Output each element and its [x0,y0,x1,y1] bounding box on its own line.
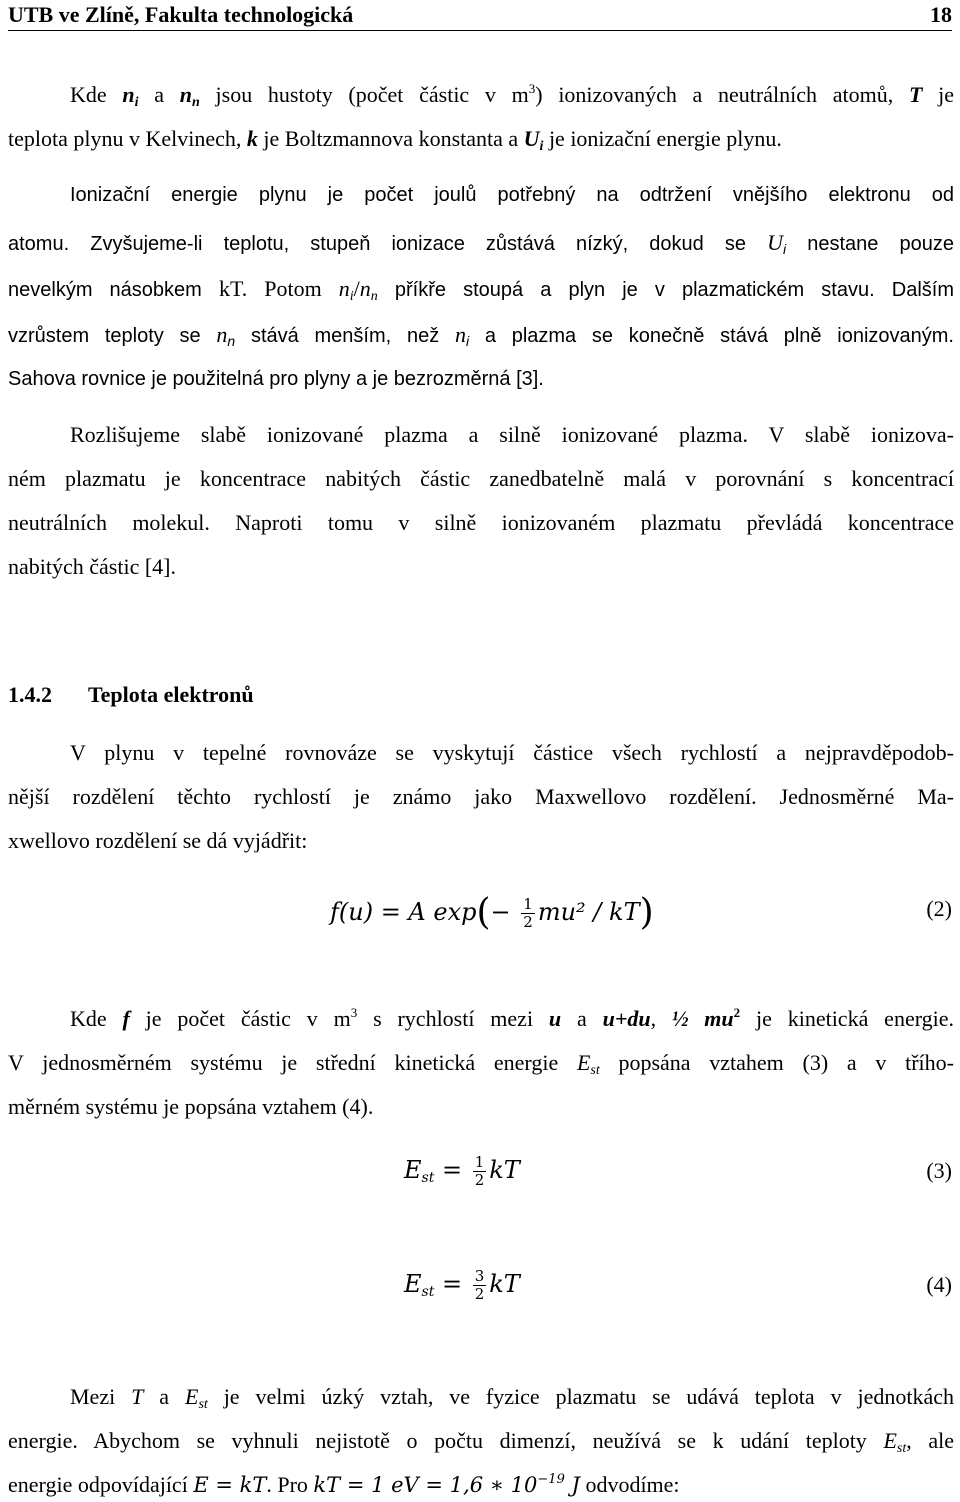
section-number: 1.4.2 [8,682,52,707]
paragraph-1-line-2: teplota plynu v Kelvinech, k je Boltzmannova konstanta a $U_i$ je ionizační energie plynu. [8,126,782,154]
paragraph-2-line-5: Sahova rovnice je použitelná pro plyny a je bezrozměrná [3]. [8,368,544,390]
paragraph-4-line-3: xwellovo rozdělení se dá vyjádřit: [8,828,308,853]
equation-2-number: (2) [926,896,952,921]
equation-3-number: (3) [926,1158,952,1183]
paragraph-3-line-2: ném plazmatu je koncentrace nabitých částic zanedbatelně malá v porovnání s koncentrací [8,466,954,491]
paragraph-2-line-3: nevelkým násobkem kT. Potom $n_i/n_n$ příkře stoupá a plyn je v plazmatickém stavu. Dalším [8,276,954,304]
section-heading [8,682,254,708]
paragraph-5-line-3: měrném systému je popsána vztahem (4). [8,1094,374,1119]
paragraph-1-line-1: Kde $n_i$ a $n_n$ jsou hustoty (počet částic v $m^3$) ionizovaných a neutrálních atomů, T je [70,81,955,110]
paragraph-4-line-2: nější rozdělení těchto rychlostí je známo jako Maxwellovo rozdělení. Jednosměrné Ma- [8,784,954,809]
equation-2-formula: f(u) = A exp(− $\frac{1}{2}$ mu² / kT) [330,892,654,933]
equation-4 [0,1268,960,1318]
header-page-number: 18 [930,2,952,27]
section-title: Teplota elektronů [88,682,254,707]
paragraph-5-line-2: V jednosměrném systému je střední kinetická energie $E_{st}$ popsána vztahem (3) a v třího- [8,1050,955,1078]
paragraph-6-line-1: Mezi T a $E_{st}$ je velmi úzký vztah, ve fyzice plazmatu se udává teplota v jednotkách [70,1384,955,1412]
paragraph-5-line-1: Kde f je počet částic v $m^3$ s rychlostí mezi u a u+du, ½ $mu^2$ je kinetická energie. [70,1005,955,1031]
equation-3-fraction: $\frac{1}{2}$ [474,1153,485,1189]
equation-4-fraction: $\frac{3}{2}$ [474,1267,485,1303]
paragraph-3-line-3: neutrálních molekul. Naproti tomu v silně ionizovaném plazmatu převládá koncentrace [8,510,954,535]
equation-3 [0,1154,960,1204]
header-institution: UTB ve Zlíně, Fakulta technologická [8,2,354,27]
paragraph-6-line-2: energie. Abychom se vyhnuli nejistotě o počtu dimenzí, neužívá se k udání teploty $E_{st}$, ale [8,1428,954,1456]
paragraph-2-line-4: vzrůstem teploty se $n_n$ stává menším, než $n_i$ a plazma se konečně stává plně ionizovaným. [8,322,954,349]
paragraph-2-line-2: atomu. Zvyšujeme-li teplotu, stupeň ionizace zůstává nízký, dokud se $U_i$ nestane pouze [8,230,954,257]
paragraph-6-line-3: energie odpovídající E = kT. Pro kT = 1 eV = 1,6 ∗ $10^{-19}$ J odvodíme: [8,1472,680,1497]
paragraph-4-line-1: V plynu v tepelné rovnováze se vyskytují částice všech rychlostí a nejpravděpodob- [70,740,954,765]
paragraph-2-line-1: Ionizační energie plynu je počet joulů potřebný na odtržení vnějšího elektronu od [70,184,954,206]
equation-4-formula: $E_{st}$ = $\frac{3}{2}$ kT [404,1267,520,1303]
equation-3-formula: $E_{st}$ = $\frac{1}{2}$ kT [404,1153,520,1189]
equation-2-fraction: $\frac{1}{2}$ [523,895,533,931]
equation-4-number: (4) [926,1272,952,1297]
page-header [8,0,952,31]
equation-2 [0,892,960,942]
paragraph-3-line-1: Rozlišujeme slabě ionizované plazma a silně ionizované plazma. V slabě ionizova- [70,422,954,447]
paragraph-3-line-4: nabitých částic [4]. [8,554,176,579]
